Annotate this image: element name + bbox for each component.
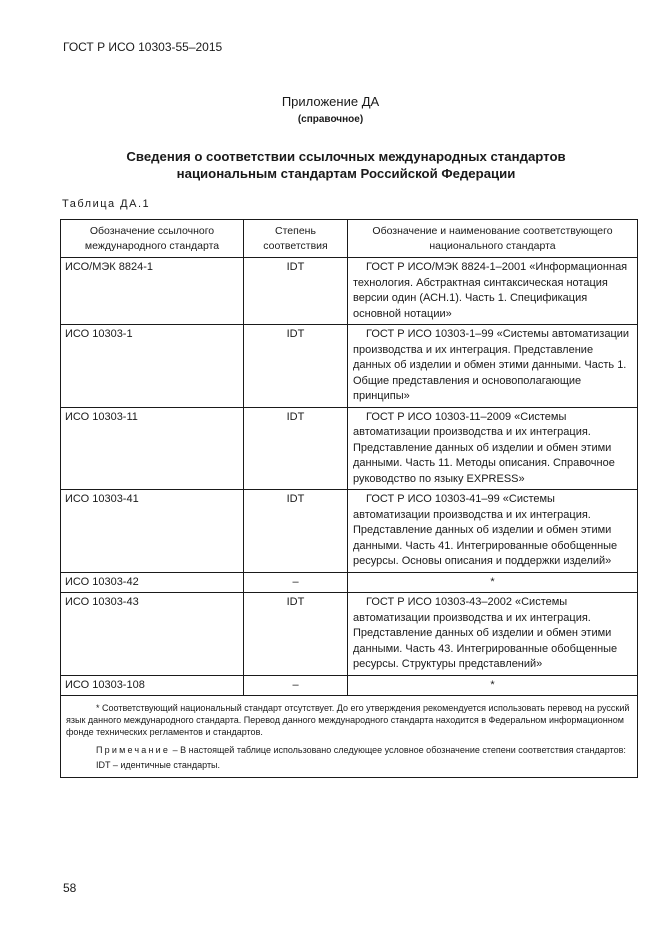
header-intl-standard: Обозначение ссылочного международного стандарта (61, 220, 244, 258)
note-label: Примечание (96, 745, 171, 755)
cell-intl-standard: ИСО 10303-1 (61, 325, 244, 408)
cell-national-standard: * (348, 675, 638, 696)
page-number: 58 (63, 881, 77, 895)
table-label: Таблица ДА.1 (62, 198, 151, 210)
table-footnote-row (61, 696, 638, 778)
table-row (61, 258, 638, 325)
table-header-row (61, 220, 638, 258)
table-footnote-cell (61, 696, 638, 778)
cell-intl-standard: ИСО 10303-41 (61, 490, 244, 573)
cell-degree: IDT (244, 593, 348, 676)
cell-national-standard: * (348, 572, 638, 593)
appendix-subtitle: (справочное) (297, 114, 364, 125)
correspondence-table-wrapper (60, 219, 637, 778)
cell-national-standard (348, 593, 638, 676)
national-standard-text: ГОСТ Р ИСО 10303-41–99 «Системы автоматизации производства и их интеграция. Представление данных об изделии и обмен этими данными. Часть 41. Интегрированные обобщенные ресурсы. Основы описания и поддержки изделий» (353, 493, 618, 567)
table-footnote: * Соответствующий национальный стандарт отсутствует. До его утверждения рекомендуется использовать перевод на русский язык данного международного стандарта. Перевод данного международного стандарта находится в Федеральном информационном фонде технических регламентов и стандартов. (66, 703, 630, 737)
cell-intl-standard: ИСО 10303-108 (61, 675, 244, 696)
note-text: – В настоящей таблице использовано следующее условное обозначение степени соответствия стандартов: (172, 745, 626, 755)
table-row (61, 572, 638, 593)
cell-intl-standard: ИСО 10303-11 (61, 407, 244, 490)
national-standard-text: ГОСТ Р ИСО 10303-43–2002 «Системы автоматизации производства и их интеграция. Представление данных об изделии и обмен этими данными. Часть 43. Интегрированные обобщенные ресурсы. Структуры представлений» (353, 596, 618, 670)
header-degree: Степень соответствия (244, 220, 348, 258)
cell-degree: IDT (244, 325, 348, 408)
table-row (61, 490, 638, 573)
table-row (61, 593, 638, 676)
table-row (61, 675, 638, 696)
cell-degree: – (244, 675, 348, 696)
national-standard-text: ГОСТ Р ИСО 10303-11–2009 «Системы автоматизации производства и их интеграция. Представление данных об изделии и обмен этими данными. Часть 11. Методы описания. Справочное руководство по языку EXPRESS» (353, 410, 615, 485)
cell-intl-standard: ИСО 10303-43 (61, 593, 244, 676)
cell-national-standard (348, 407, 638, 490)
cell-national-standard (348, 258, 638, 325)
national-standard-text: ГОСТ Р ИСО 10303-1–99 «Системы автоматизации производства и их интеграция. Представление данных об изделии и обмен этими данными. Часть 1. Общие представления и основополагающие принципы» (353, 328, 630, 402)
section-title-line2: национальным стандартам Российской Федерации (176, 166, 516, 181)
national-standard-text: ГОСТ Р ИСО/МЭК 8824-1–2001 «Информационная технология. Абстрактная синтаксическая нотация версии один (АСН.1). Часть 1. Спецификация основной нотации» (353, 261, 628, 320)
table-row (61, 325, 638, 408)
cell-degree: IDT (244, 490, 348, 573)
table-note (66, 744, 632, 756)
cell-degree: – (244, 572, 348, 593)
cell-national-standard (348, 490, 638, 573)
note-idt-definition: IDT – идентичные стандарты. (96, 760, 221, 770)
document-header: ГОСТ Р ИСО 10303-55–2015 (63, 40, 223, 54)
cell-degree: IDT (244, 258, 348, 325)
section-title (60, 148, 632, 182)
table-row (61, 407, 638, 490)
correspondence-table (60, 219, 638, 778)
cell-degree: IDT (244, 407, 348, 490)
section-title-line1: Сведения о соответствии ссылочных международных стандартов (126, 149, 566, 164)
cell-intl-standard: ИСО 10303-42 (61, 572, 244, 593)
header-national-standard: Обозначение и наименование соответствующего национального стандарта (348, 220, 638, 258)
appendix-title: Приложение ДА (281, 94, 380, 109)
cell-intl-standard: ИСО/МЭК 8824-1 (61, 258, 244, 325)
cell-national-standard (348, 325, 638, 408)
